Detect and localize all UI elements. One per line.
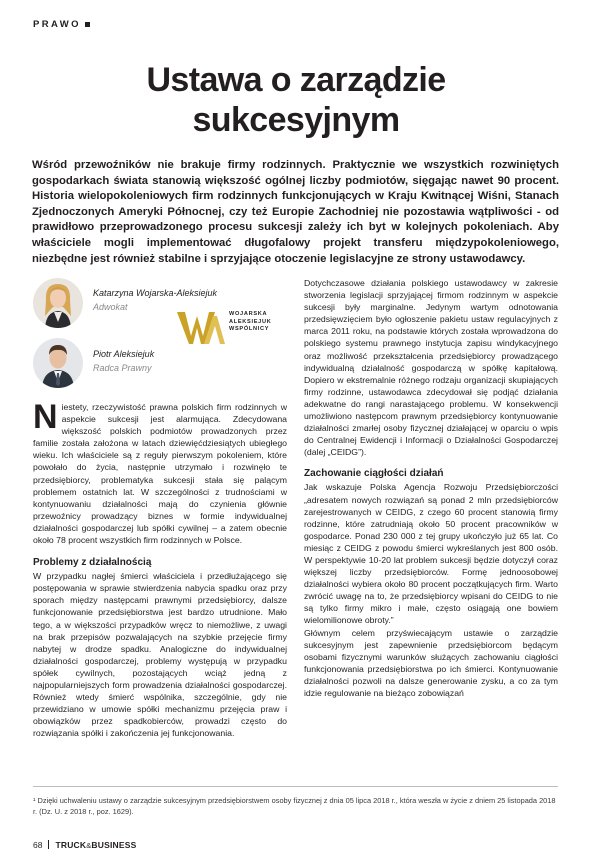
title-line-2: sukcesyjnym — [192, 101, 400, 139]
author-name: Katarzyna Wojarska-Aleksiejuk — [93, 288, 218, 298]
author-photo-man — [33, 338, 83, 388]
brand-main: TRUCK — [55, 840, 87, 850]
right-column — [304, 277, 558, 699]
page-number: 68 — [33, 840, 43, 850]
paragraph: W przypadku nagłej śmierci właściciela i przedłużającego się postępowania w sprawie stwierdzenia nabycia spadku oraz przy sporach między następcami prawnymi przedsiębiorcy, dalsze funkcjonowanie przedsiębiorstwa jest bardzo utrudnione. Mało tego, a w większości przypadków wręcz to niemożliwe, z uwagi na brak przepisów pozwalających na szybkie przejęcie firmy nabytej w drodze spadku. Analogiczne do indywidualnej działalności gospodarczej, problemy występują w przypadku spółek cywilnych, pozostających wciąż jedną z najpopularniejszych form prowadzenia działalności gospodarczej. Również wtedy śmierć wspólnika, szczególnie, gdy nie przewidziano w umowie spółki mechanizmu przejęcia praw i obowiązków przez spadkobierców, prowadzi często do rozwiązania spółki i zakończenia jej funkcjonowania. — [33, 571, 287, 739]
magazine-brand — [55, 840, 136, 850]
footnote: ¹ Dzięki uchwaleniu ustawy o zarządzie sukcesyjnym przedsiębiorstwem osoby fizycznej z dnia 05 lipca 2018 r., która weszła w życie z dniem 25 listopada 2018 r. (Dz. U. z 2018 r., poz. 1629). — [33, 796, 556, 817]
brand-tail: BUSINESS — [91, 840, 137, 850]
left-column — [33, 398, 287, 739]
paragraph: Jak wskazuje Polska Agencja Rozwoju Przedsiębiorczości „adresatem nowych rozwiązań są ponad 2 mln przedsiębiorców zarejestrowanych w CEIDG, z czego 60 procent stanowią firmy rodzinne, które zatrudniają około 50 procent pracowników w gospodarce. Ponad 230 000 z tej grupy ukończyło już 65 lat. Co miesiąc z CEIDG z powodu śmierci wykreślanych jest 800 osób. W perspektywie 10-20 lat problem sukcesji będzie dotyczył coraz większej liczby przedsiębiorców. Formę jednoosobowej działalności wybiera około 80 procent początkujących firm. Warto zwrócić uwagę na to, że przedsiębiorcy wpisani do CEIDG to nie są tylko firmy mikro i małe, często osiągają one bowiem wielomilionowe obroty.” — [304, 482, 558, 626]
author-role: Radca Prawny — [93, 363, 152, 373]
authors-box — [33, 276, 287, 391]
article-lead: Wśród przewoźników nie brakuje firmy rodzinnych. Praktycznie we wszystkich rozwiniętych gospodarkach świata stanowią większość ogólnej liczby podmiotów, sięgając nawet 90 procent. Historia wielopokoleniowych firm rodzinnych funkcjonujących w Kraju Kwitnącej Wiśni, Stanach Zjednoczonych Ameryki Północnej, czy też Europie Zachodniej nie pozostawia wątpliwości - od prawidłowo przeprowadzonego procesu sukcesji zależy ich byt w kolejnych pokoleniach. Aby właściciele mogli implementować długofalowy projekt transferu międzypokoleniowego, niezbędne jest również stabilne i sprzyjające otoczenie legislacyjne ze strony ustawodawcy. — [32, 159, 559, 265]
logo-wordmark — [229, 311, 271, 334]
section-label-text: PRAWO — [33, 19, 81, 30]
footnote-divider — [33, 786, 558, 787]
paragraph — [33, 398, 287, 546]
author-photo-woman — [33, 278, 83, 328]
author-name: Piotr Aleksiejuk — [93, 349, 155, 359]
drop-cap: N — [33, 398, 58, 436]
section-heading: Problemy z działalnością — [33, 557, 152, 569]
section-heading: Zachowanie ciągłości działań — [304, 468, 444, 480]
page-footer — [33, 840, 136, 850]
logo-line-2: ALEKSIEJUK — [229, 318, 272, 325]
brand-ampersand: & — [86, 841, 92, 850]
logo-line-3: WSPÓLNICY — [229, 326, 270, 333]
paragraph: Głównym celem przyświecającym ustawie o zarządzie sukcesyjnym jest zapewnienie przedsiębiorcom będącym osobami fizycznymi warunków służących zachowaniu ciągłości funkcjonowania przedsiębiorstwa po ich śmierci. Kontynuowanie działalności pozwoli na dalsze generowanie zysku, a co za tym idzie regulowanie na bieżąco zobowiązań — [304, 627, 558, 698]
section-label — [33, 19, 90, 30]
author-row — [33, 338, 287, 388]
article-title — [0, 60, 592, 140]
author-role: Adwokat — [93, 302, 128, 312]
title-line-1: Ustawa o zarządzie — [146, 61, 446, 99]
paragraph-text: iestety, rzeczywistość prawna polskich firm rodzinnych w aspekcie sukcesji jest alarmująca. Zdecydowana większość polskich podmiotów prowadzonych przez familie została założona w latach dziewięćdziesiątych ubiegłego wieku. Ich właściciele są z reguły pierwszym pokoleniem, które powołało do życia, następnie utrzymało i rozwinęło te przedsiębiorcy, problematyka sukcesji stała się palącym problemem ostatnich lat. W szczególności z trudnościami w kontynuowaniu działalności mają do czynienia głównie przewoźnicy prowadzący biznes w formie indywidualnej działalności gospodarczej lub spółki cywilnej – a zatem obecnie około 78 procent wszystkich firm rodzinnych w Polsce. — [33, 402, 287, 546]
section-square-icon — [85, 22, 90, 27]
paragraph: Dotychczasowe działania polskiego ustawodawcy w zakresie stworzenia legislacji sprzyjającej firmom rodzinnym w aspekcie sukcesji były marginalne. Jedynym wartym odnotowania przedsięwzięciem było ogłoszenie pakietu ustaw regulacyjnych z marca 2011 roku, na podstawie których została wprowadzona do polskiego systemu prawnego instytucja zapisu windykacyjnego oraz możliwość przekształcenia przedsiębiorcy prowadzącego indywidualną działalność gospodarczą w spółkę kapitałową. Dopiero w ekstremalnie różnego rodzaju organizacji skupiających firmy rodzinne, ustawodawca zdecydował się podjąć działania adekwatne do rangi narastającego problemu. W konsekwencji umożliwiono następcom prawnym przedsiębiorcy kontynuowanie działalności zmarłej osoby fizycznej działającej w oparciu o wpis do Centralnej Ewidencji i Informacji o Działalności Gospodarczej (dalej „CEIDG”). — [304, 278, 558, 458]
logo-line-1: WOJARSKA — [229, 311, 268, 317]
footer-divider — [48, 840, 49, 849]
